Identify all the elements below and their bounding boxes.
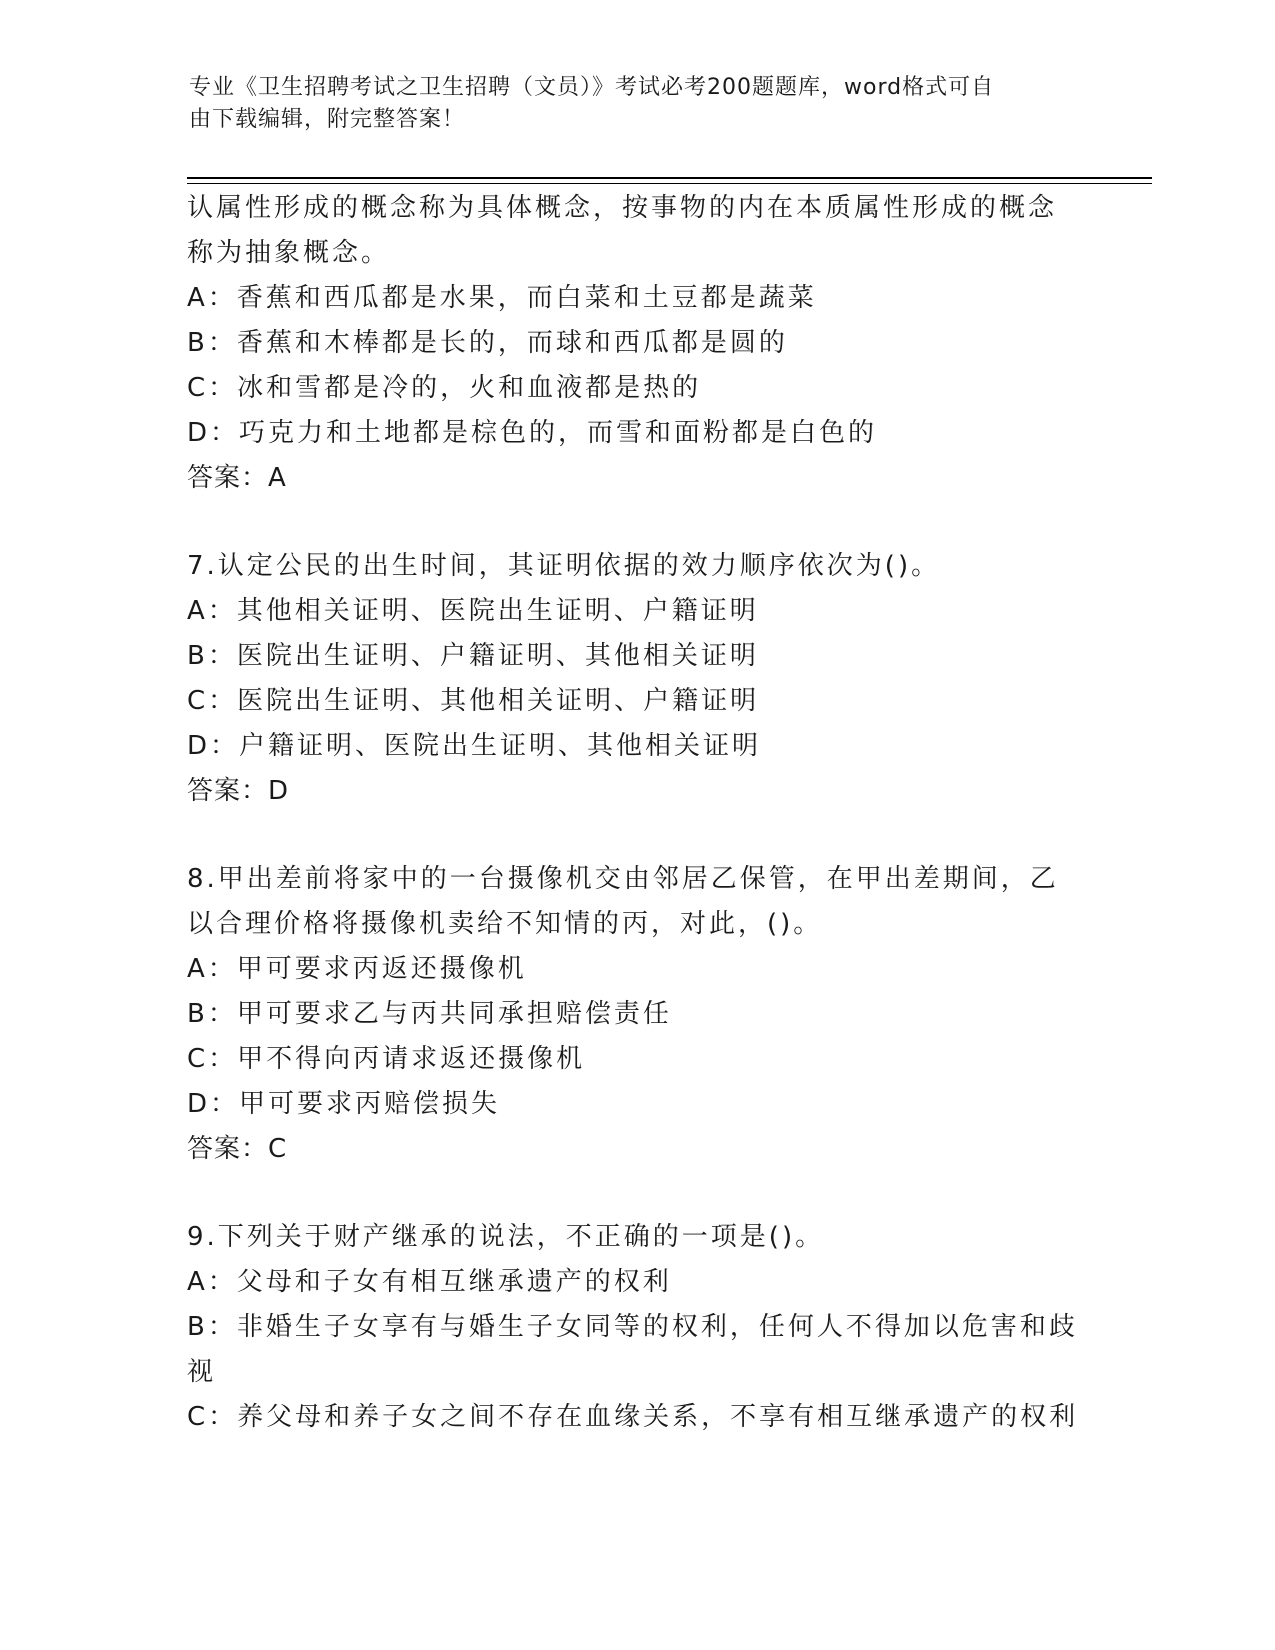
option-b: B：香蕉和木棒都是长的，而球和西瓜都是圆的 <box>187 328 788 358</box>
question-stem: 7.认定公民的出生时间，其证明依据的效力顺序依次为()。 <box>187 551 941 581</box>
question-continuation <box>187 186 1087 501</box>
option-d: D：户籍证明、医院出生证明、其他相关证明 <box>187 731 762 761</box>
option-b: B：甲可要求乙与丙共同承担赔偿责任 <box>187 999 672 1029</box>
answer-label: 答案：D <box>187 776 290 806</box>
spacer <box>187 814 1087 857</box>
question-7 <box>187 544 1087 814</box>
question-9 <box>187 1215 1087 1440</box>
option-a: A：香蕉和西瓜都是水果，而白菜和土豆都是蔬菜 <box>187 283 817 313</box>
header-divider-thin <box>187 183 1152 184</box>
option-b: B：非婚生子女享有与婚生子女同等的权利，任何人不得加以危害和歧 <box>187 1312 1078 1342</box>
document-header <box>189 72 1089 136</box>
header-line-1: 专业《卫生招聘考试之卫生招聘（文员）》考试必考200题题库，word格式可自 <box>189 75 995 100</box>
question-text-line: 称为抽象概念。 <box>187 238 391 268</box>
option-a: A：甲可要求丙返还摄像机 <box>187 954 527 984</box>
option-d: D：甲可要求丙赔偿损失 <box>187 1089 501 1119</box>
option-c: C：冰和雪都是冷的，火和血液都是热的 <box>187 373 702 403</box>
option-c: C：医院出生证明、其他相关证明、户籍证明 <box>187 686 760 716</box>
header-line-2: 由下载编辑，附完整答案！ <box>189 107 466 132</box>
option-c: C：养父母和养子女之间不存在血缘关系，不享有相互继承遗产的权利 <box>187 1402 1079 1432</box>
option-b-continued: 视 <box>187 1357 217 1387</box>
spacer <box>187 501 1087 544</box>
answer-label: 答案：C <box>187 1134 288 1164</box>
question-text-line: 认属性形成的概念称为具体概念，按事物的内在本质属性形成的概念 <box>187 193 1058 223</box>
question-stem: 9.下列关于财产继承的说法，不正确的一项是()。 <box>187 1222 825 1252</box>
document-body <box>187 186 1087 1440</box>
question-stem: 以合理价格将摄像机卖给不知情的丙，对此，()。 <box>187 909 823 939</box>
question-stem: 8.甲出差前将家中的一台摄像机交由邻居乙保管，在甲出差期间，乙 <box>187 864 1059 894</box>
option-d: D：巧克力和土地都是棕色的，而雪和面粉都是白色的 <box>187 418 878 448</box>
option-a: A：其他相关证明、医院出生证明、户籍证明 <box>187 596 759 626</box>
question-8 <box>187 857 1087 1172</box>
header-divider-thick <box>187 177 1152 179</box>
option-b: B：医院出生证明、户籍证明、其他相关证明 <box>187 641 759 671</box>
option-c: C：甲不得向丙请求返还摄像机 <box>187 1044 586 1074</box>
spacer <box>187 1172 1087 1215</box>
answer-label: 答案：A <box>187 463 287 493</box>
option-a: A：父母和子女有相互继承遗产的权利 <box>187 1267 672 1297</box>
